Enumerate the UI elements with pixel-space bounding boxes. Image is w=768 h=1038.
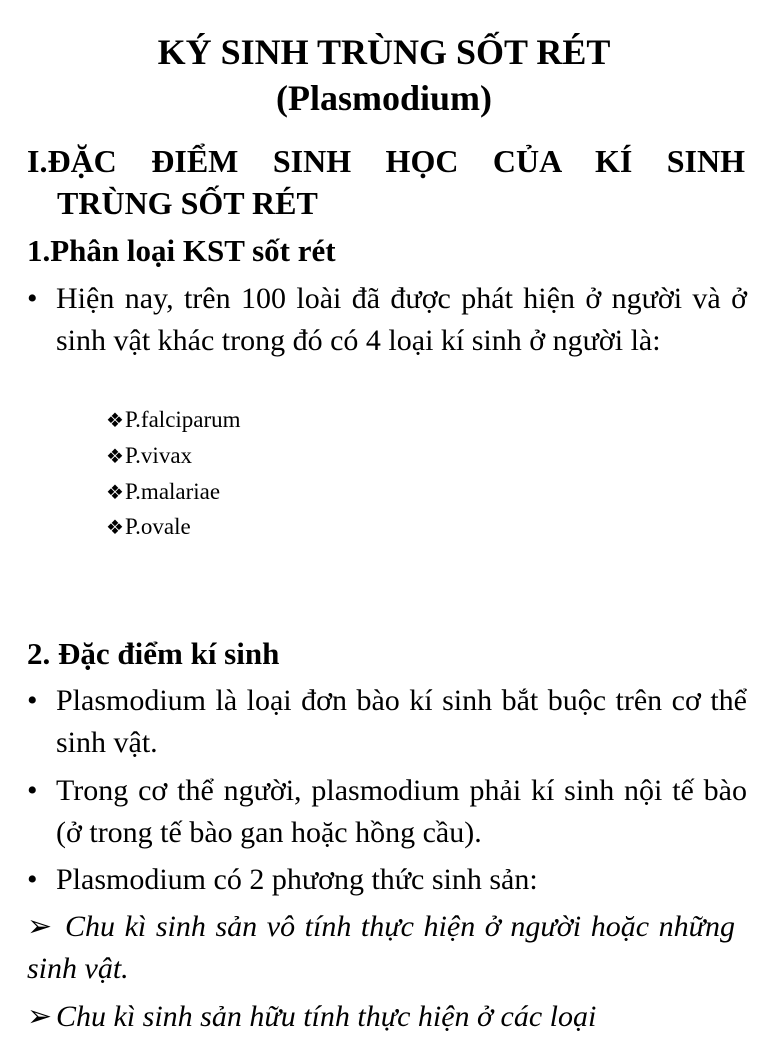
arrow-bullet-icon: ➢ <box>27 1000 53 1033</box>
arrow-text: Chu kì sinh sản vô tính thực hiện ở người hoặc những sinh vật. <box>27 910 735 985</box>
species-item <box>106 405 241 436</box>
bullet-item-reproduction <box>27 859 747 901</box>
bullet-item-intracellular <box>27 770 747 854</box>
bullet-icon: • <box>27 863 38 896</box>
species-item <box>106 477 220 508</box>
section-1-heading-line2: TRÙNG SỐT RÉT <box>57 185 318 221</box>
diamond-bullet-icon: ❖ <box>106 410 124 432</box>
section-1-heading <box>27 140 745 224</box>
diamond-bullet-icon: ❖ <box>106 446 124 468</box>
section-2-heading: 2. Đặc điểm kí sinh <box>27 636 280 671</box>
bullet-text: Plasmodium có 2 phương thức sinh sản: <box>56 863 538 896</box>
arrow-item-sexual-cycle <box>27 996 735 1038</box>
bullet-text: Plasmodium là loại đơn bào kí sinh bắt buộc trên cơ thể sinh vật. <box>56 684 747 759</box>
species-name: P.malariae <box>124 479 221 504</box>
diamond-bullet-icon: ❖ <box>106 517 124 539</box>
species-name: P.falciparum <box>124 407 241 432</box>
document-subtitle: (Plasmodium) <box>276 78 492 118</box>
species-name: P.vivax <box>124 443 193 468</box>
subsection-1-heading: 1.Phân loại KST sốt rét <box>27 233 336 268</box>
arrow-bullet-icon: ➢ <box>27 910 53 943</box>
diamond-bullet-icon: ❖ <box>106 482 124 504</box>
document-title: KÝ SINH TRÙNG SỐT RÉT <box>157 32 611 72</box>
bullet-item-species-count <box>27 278 747 362</box>
bullet-icon: • <box>27 774 38 807</box>
arrow-text: Chu kì sinh sản hữu tính thực hiện ở các loại <box>56 1000 597 1033</box>
species-item <box>106 512 191 543</box>
bullet-icon: • <box>27 684 38 717</box>
bullet-icon: • <box>27 282 38 315</box>
arrow-item-asexual-cycle <box>27 906 735 990</box>
section-1-heading-line1: I.ĐẶC ĐIỂM SINH HỌC CỦA KÍ SINH <box>27 143 745 179</box>
species-item <box>106 441 192 472</box>
bullet-item-obligate-parasite <box>27 680 747 764</box>
species-name: P.ovale <box>124 514 191 539</box>
bullet-text: Hiện nay, trên 100 loài đã được phát hiện ở người và ở sinh vật khác trong đó có 4 loại kí sinh ở người là: <box>56 282 747 357</box>
bullet-text: Trong cơ thể người, plasmodium phải kí sinh nội tế bào (ở trong tế bào gan hoặc hồng cầu). <box>56 774 747 849</box>
